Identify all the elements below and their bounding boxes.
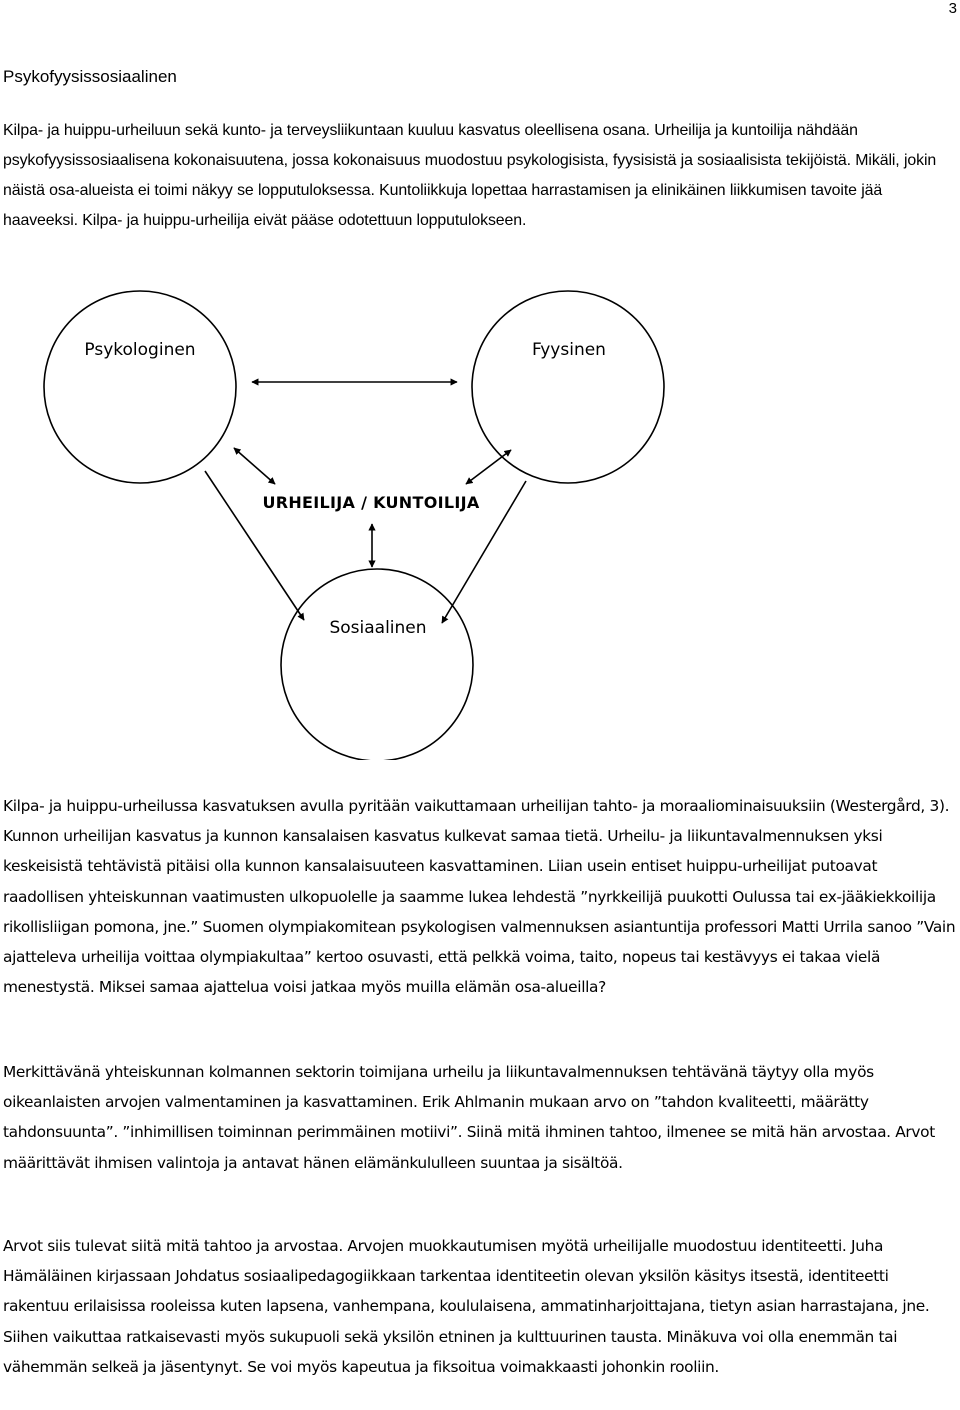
intro-paragraph: Kilpa- ja huippu-urheiluun sekä kunto- ja terveysliikuntaan kuuluu kasvatus oleellisena osana. Urheilija ja kuntoilija nähdään psykofyysissosiaalisena kokonaisuutena, jossa kokonaisuus muodostuu psykologisista, fyysisistä ja sosiaalisista tekijöistä. Mikäli, jokin näistä osa-alueista ei toimi näkyy se lopputuloksessa. Kuntoliikkuja lopettaa harrastamisen ja elinikäinen liikkumisen tavoite jää haaveeksi. Kilpa- ja huippu-urheilija eivät pääse odotettuun lopputulokseen. — [3, 122, 937, 229]
psychological-label: Psykologinen — [84, 340, 196, 360]
social-circle — [281, 569, 473, 760]
athlete-center-label: URHEILIJA / KUNTOILIJA — [262, 493, 480, 512]
social-label: Sosiaalinen — [329, 618, 427, 638]
body-paragraph: Kilpa- ja huippu-urheilussa kasvatuksen avulla pyritään vaikuttamaan urheilijan tahto- ja moraaliominaisuuksiin (Westergård, 3). Kunnon urheilijan kasvatus ja kunnon kansalaisen kasvatus kulkevat samaa tietä. Urheilu- ja liikuntavalmennuksen yksi keskeisistä tehtävistä pitäisi olla kunnon kansalaisuuteen kasvattaminen. Liian usein entiset huippu-urheilijat putoavat raadollisen yhteiskunnan vaatimusten ulkopuolelle ja saamme lukea lehdestä ”nyrkkeilijä puukotti Oulussa tai ex-jääkiekkoilija rikollisliigan pomona, jne.” Suomen olympiakomitean psykologisen valmennuksen asiantuntija professori Matti Urrila sanoo ”Vain ajatteleva urheilija voittaa olympiakultaa” kertoo osuvasti, että pelkkä voima, taito, nopeus tai kestävyys ei takaa vielä menestystä. Miksei samaa ajattelua voisi jatkaa myös muilla elämän osa-alueilla? — [3, 797, 956, 997]
body-paragraph: Arvot siis tulevat siitä mitä tahtoo ja arvostaa. Arvojen muokkautumisen myötä urheilijalle muodostuu identiteetti. Juha Hämäläinen kirjassaan Johdatus sosiaalipedagogiikkaan tarkentaa identiteetin olevan yksilön käsitys itsestä, identiteetti rakentuu erilaisissa rooleissa kuten lapsena, vanhempana, koululaisena, ammatinharjoittajana, tietyn asian harrastajana, jne. Siihen vaikuttaa ratkaisevasti myös sukupuoli sekä yksilön etninen ja kulttuurinen tausta. Minäkuva voi olla enemmän tai vähemmän selkeä ja jäsentynyt. Se voi myös kapeutua ja fiksoitua voimakkaasti johonkin rooliin. — [3, 1237, 930, 1376]
arrow-psychological-center — [234, 448, 275, 484]
arrow-center-physical — [466, 450, 511, 484]
psychological-circle — [44, 291, 236, 483]
physical-label: Fyysinen — [532, 340, 606, 360]
page-number: 3 — [948, 0, 957, 17]
diagram-graphic — [0, 290, 960, 760]
psychophysical-social-diagram — [0, 290, 960, 760]
physical-circle — [472, 291, 664, 483]
body-paragraph: Merkittävänä yhteiskunnan kolmannen sektorin toimijana urheilu ja liikuntavalmennuksen tehtävänä täytyy olla myös oikeanlaisten arvojen valmentaminen ja kasvattaminen. Erik Ahlmanin mukaan arvo on ”tahdon kvaliteetti, määrätty tahdonsuunta”. ”inhimillisen toiminnan perimmäinen motiivi”. Siinä mitä ihminen tahtoo, ilmenee se mitä hän arvostaa. Arvot määrittävät ihmisen valintoja ja antavat hänen elämänkululleen suuntaa ja sisältöä. — [3, 1063, 935, 1172]
section-heading: Psykofyysissosiaalinen — [3, 67, 177, 86]
